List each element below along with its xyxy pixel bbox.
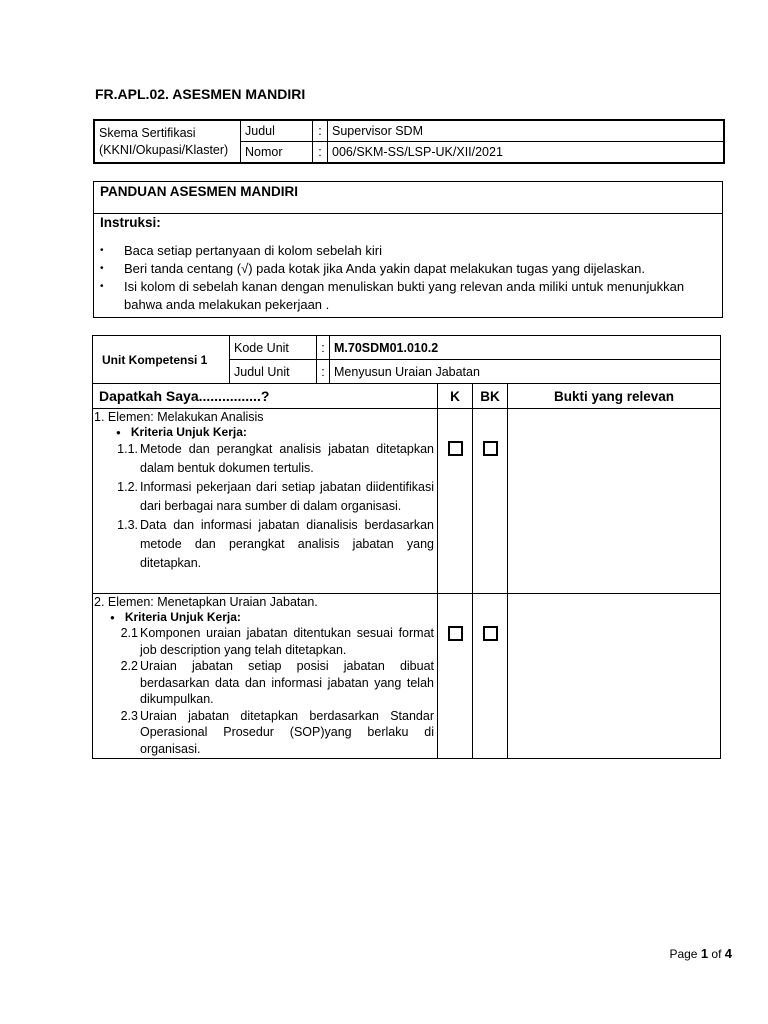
of-word: of bbox=[711, 947, 722, 961]
criteria-number: 1.2. bbox=[117, 480, 138, 494]
instruksi-list bbox=[94, 242, 722, 314]
judul-colon: : bbox=[313, 120, 328, 142]
criteria-number: 1.1. bbox=[117, 442, 138, 456]
bk-cell bbox=[473, 594, 508, 759]
criteria-text: Metode dan perangkat analisis jabatan ditetapkan dalam bentuk dokumen tertulis. bbox=[140, 442, 434, 475]
schema-table bbox=[93, 119, 725, 164]
page-total: 4 bbox=[724, 946, 732, 961]
judul-unit-value: Menyusun Uraian Jabatan bbox=[330, 360, 721, 384]
nomor-value: 006/SKM-SS/LSP-UK/XII/2021 bbox=[328, 142, 725, 164]
element-row bbox=[93, 594, 721, 759]
panduan-box bbox=[93, 181, 723, 318]
k-checkbox[interactable] bbox=[448, 626, 463, 641]
instruksi-item: • Baca setiap pertanyaan di kolom sebelah kiri bbox=[94, 242, 722, 260]
kode-unit-label: Kode Unit bbox=[230, 336, 317, 360]
k-header: K bbox=[438, 384, 473, 409]
bukti-header: Bukti yang relevan bbox=[508, 384, 721, 409]
criteria-text: Komponen uraian jabatan ditentukan sesuai format job description yang telah ditetapkan. bbox=[140, 626, 434, 657]
criteria-number: 2.1 bbox=[120, 626, 138, 640]
schema-label-cell bbox=[94, 120, 241, 163]
judul-label: Judul bbox=[241, 120, 313, 142]
k-cell bbox=[438, 409, 473, 594]
element-cell bbox=[93, 594, 438, 759]
kuk-label: ● Kriteria Unjuk Kerja: bbox=[116, 425, 434, 439]
judul-unit-colon: : bbox=[317, 360, 330, 384]
instruksi-label: Instruksi: bbox=[100, 215, 161, 230]
unit-label: Unit Kompetensi 1 bbox=[93, 336, 230, 384]
criteria-item bbox=[94, 516, 434, 573]
k-checkbox[interactable] bbox=[448, 441, 463, 456]
criteria-item bbox=[94, 625, 434, 658]
criteria-text: Uraian jabatan ditetapkan berdasarkan Standar Operasional Prosedur (SOP)yang berlaku di organisasi. bbox=[140, 708, 434, 756]
kuk-label: ● Kriteria Unjuk Kerja: bbox=[110, 610, 434, 624]
kode-unit-value: M.70SDM01.010.2 bbox=[330, 336, 721, 360]
element-title: 1. Elemen: Melakukan Analisis bbox=[94, 410, 264, 424]
judul-value: Supervisor SDM bbox=[328, 120, 725, 142]
judul-unit-label: Judul Unit bbox=[230, 360, 317, 384]
unit-table bbox=[92, 335, 721, 759]
criteria-item bbox=[94, 478, 434, 516]
page-title: FR.APL.02. ASESMEN MANDIRI bbox=[95, 86, 306, 102]
page-current: 1 bbox=[700, 946, 709, 961]
criteria-text: Data dan informasi jabatan dianalisis berdasarkan metode dan perangkat analisis jabatan yang ditetapkan. bbox=[140, 518, 434, 570]
element-row bbox=[93, 409, 721, 594]
bk-header: BK bbox=[473, 384, 508, 409]
k-cell bbox=[438, 594, 473, 759]
question-header: Dapatkah Saya................? bbox=[93, 384, 438, 409]
element-title: 2. Elemen: Menetapkan Uraian Jabatan. bbox=[94, 595, 318, 609]
page-word: Page bbox=[669, 947, 698, 961]
bukti-cell[interactable] bbox=[508, 594, 721, 759]
nomor-label: Nomor bbox=[241, 142, 313, 164]
criteria-number: 1.3. bbox=[117, 518, 138, 532]
bk-checkbox[interactable] bbox=[483, 626, 498, 641]
instruksi-item: • Beri tanda centang (√) pada kotak jika Anda yakin dapat melakukan tugas yang dijelaskan. bbox=[94, 260, 722, 278]
kode-unit-colon: : bbox=[317, 336, 330, 360]
panduan-header: PANDUAN ASESMEN MANDIRI bbox=[94, 182, 722, 214]
schema-label-line1: Skema Sertifikasi bbox=[99, 125, 196, 140]
criteria-text: Uraian jabatan setiap posisi jabatan dibuat berdasarkan data dan informasi jabatan yang telah dikumpulkan. bbox=[140, 659, 434, 706]
page-footer bbox=[669, 946, 732, 961]
bk-cell bbox=[473, 409, 508, 594]
nomor-colon: : bbox=[313, 142, 328, 164]
criteria-number: 2.2 bbox=[120, 659, 138, 673]
bukti-cell[interactable] bbox=[508, 409, 721, 594]
element-cell bbox=[93, 409, 438, 594]
bk-checkbox[interactable] bbox=[483, 441, 498, 456]
criteria-item bbox=[94, 658, 434, 708]
criteria-number: 2.3 bbox=[120, 708, 138, 723]
criteria-item bbox=[94, 708, 434, 758]
instruksi-item: • Isi kolom di sebelah kanan dengan menuliskan bukti yang relevan anda miliki untuk menunjukkan bahwa anda melakukan pekerjaan . bbox=[94, 278, 722, 314]
schema-label-line2: (KKNI/Okupasi/Klaster) bbox=[99, 142, 229, 157]
criteria-item bbox=[94, 440, 434, 478]
criteria-text: Informasi pekerjaan dari setiap jabatan diidentifikasi dari berbagai nara sumber di dalam organisasi. bbox=[140, 480, 434, 513]
